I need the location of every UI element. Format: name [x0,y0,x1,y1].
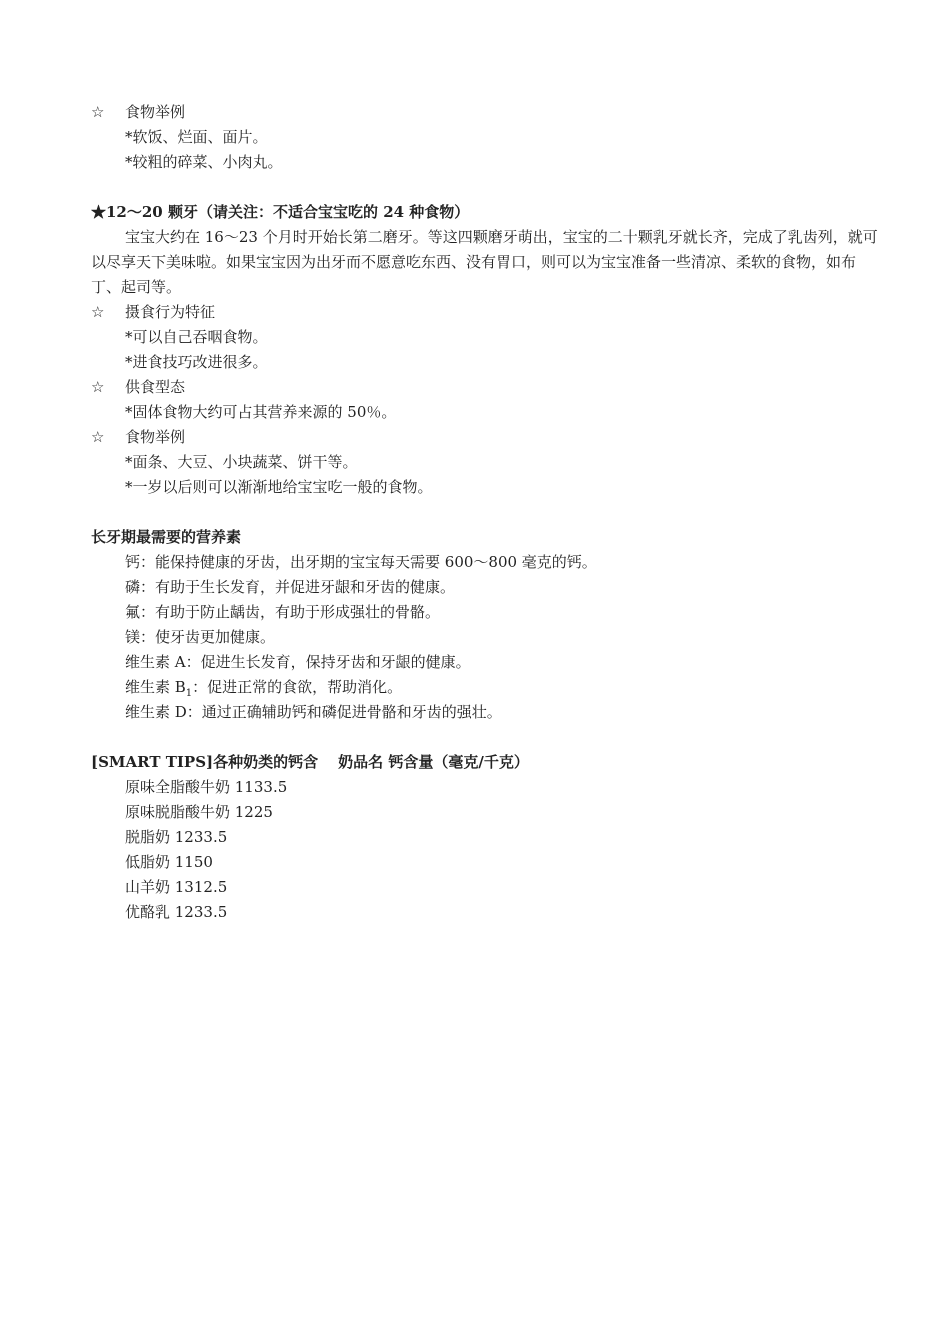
section-paragraph: 宝宝大约在 16～23 个月时开始长第二磨牙。等这四颗磨牙萌出，宝宝的二十颗乳牙就长齐，完成了乳齿列，就可以尽享天下美味啦。如果宝宝因为出牙而不愿意吃东西、没有胃口，则可以为宝宝准备一些清凉、柔软的食物，如布丁、起司等。 [91,228,878,296]
section-title-12-20-teeth: ★12～20 颗牙（请关注：不适合宝宝吃的 24 种食物） [91,203,470,221]
star-outline-icon: ☆ [91,428,105,446]
star-outline-icon: ☆ [91,303,105,321]
food-examples-heading: ☆ 食物举例 [91,425,881,450]
food-examples-heading: ☆ 食物举例 [91,100,881,125]
table-row: 原味全脂酸牛奶 1133.5 [125,778,288,796]
table-row: 低脂奶 1150 [125,853,213,871]
document-body [91,100,881,925]
list-item: 磷：有助于生长发育，并促进牙龈和牙齿的健康。 [125,578,456,596]
smart-tips-title: [SMART TIPS]各种奶类的钙含 奶品名 钙含量（毫克/千克） [91,753,529,771]
list-item: 维生素 D：通过正确辅助钙和磷促进骨骼和牙齿的强壮。 [125,703,502,721]
list-item: 维生素 A：促进生长发育，保持牙齿和牙龈的健康。 [125,653,471,671]
list-item: *进食技巧改进很多。 [125,353,268,371]
list-item: 维生素 $B_1$：促进正常的食欲，帮助消化。 [125,678,403,699]
list-item: 镁：使牙齿更加健康。 [125,628,276,646]
section-title-nutrients: 长牙期最需要的营养素 [91,528,242,546]
list-item: *一岁以后则可以渐渐地给宝宝吃一般的食物。 [125,478,433,496]
feeding-behavior-heading: ☆ 摄食行为特征 [91,300,881,325]
list-item: 氟：有助于防止龋齿，有助于形成强壮的骨骼。 [125,603,441,621]
list-item: *面条、大豆、小块蔬菜、饼干等。 [125,453,358,471]
star-outline-icon: ☆ [91,378,105,396]
table-row: 优酪乳 1233.5 [125,903,228,921]
list-item: *较粗的碎菜、小肉丸。 [125,153,283,171]
feeding-form-heading: ☆ 供食型态 [91,375,881,400]
table-row: 脱脂奶 1233.5 [125,828,228,846]
list-item: *软饭、烂面、面片。 [125,128,268,146]
list-item: 钙：能保持健康的牙齿，出牙期的宝宝每天需要 600～800 毫克的钙。 [125,553,597,571]
table-row: 原味脱脂酸牛奶 1225 [125,803,273,821]
list-item: *固体食物大约可占其营养来源的 50％。 [125,403,397,421]
table-row: 山羊奶 1312.5 [125,878,228,896]
list-item: *可以自己吞咽食物。 [125,328,268,346]
star-outline-icon: ☆ [91,103,105,121]
